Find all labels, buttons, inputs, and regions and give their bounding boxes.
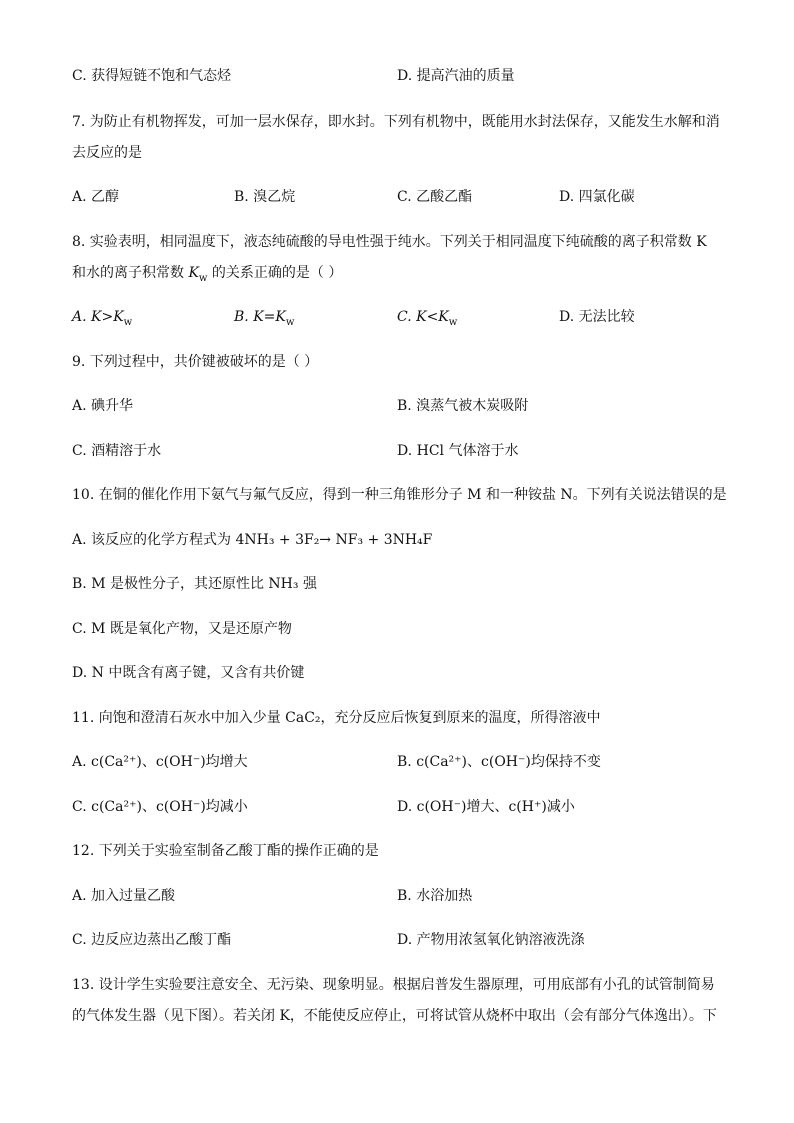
q12-option-b: B. 水浴加热 bbox=[397, 888, 473, 904]
q12-option-c: C. 边反应边蒸出乙酸丁酯 bbox=[72, 932, 232, 948]
q8-option-a: A. $K>K_w$ bbox=[72, 309, 133, 328]
q7-option-d: D. 四氯化碳 bbox=[559, 189, 635, 205]
q8-option-d: D. 无法比较 bbox=[559, 309, 635, 325]
q11-stem: 11. 向饱和澄清石灰水中加入少量 CaC₂，充分反应后恢复到原来的温度，所得溶液中 bbox=[72, 710, 601, 726]
q10-option-c: C. M 既是氧化产物，又是还原产物 bbox=[72, 621, 292, 637]
q10-option-b: B. M 是极性分子，其还原性比 NH₃ 强 bbox=[72, 576, 317, 592]
q12-option-d: D. 产物用浓氢氧化钠溶液洗涤 bbox=[397, 932, 585, 948]
q6-option-d: D. 提高汽油的质量 bbox=[397, 68, 515, 84]
q7-stem-line-1: 7. 为防止有机物挥发，可加一层水保存，即水封。下列有机物中，既能用水封法保存，又能发生水解和消 bbox=[72, 114, 720, 130]
q7-option-c: C. 乙酸乙酯 bbox=[397, 189, 473, 205]
q7-option-b: B. 溴乙烷 bbox=[234, 189, 296, 205]
q8-stem-line-1: 8. 实验表明，相同温度下，液态纯硫酸的导电性强于纯水。下列关于相同温度下纯硫酸的离子积常数 K bbox=[72, 234, 707, 250]
q13-stem-line-1: 13. 设计学生实验要注意安全、无污染、现象明显。根据启普发生器原理，可用底部有小孔的试管制简易 bbox=[72, 977, 715, 993]
q11-option-a: A. c(Ca²⁺)、c(OH⁻)均增大 bbox=[72, 754, 248, 770]
q7-option-a: A. 乙醇 bbox=[72, 189, 120, 205]
q13-stem-line-2: 的气体发生器（见下图）。若关闭 K，不能使反应停止，可将试管从烧杯中取出（会有部分气体逸出）。下 bbox=[72, 1008, 717, 1024]
q6-option-c: C. 获得短链不饱和气态烃 bbox=[72, 68, 232, 84]
q7-stem-line-2: 去反应的是 bbox=[72, 145, 142, 161]
q11-option-d: D. c(OH⁻)增大、c(H⁺)减小 bbox=[397, 799, 575, 815]
q10-stem: 10. 在铜的催化作用下氨气与氟气反应，得到一种三角锥形分子 M 和一种铵盐 N。下列有关说法错误的是 bbox=[72, 487, 727, 503]
q9-option-c: C. 酒精溶于水 bbox=[72, 443, 162, 459]
q8-option-b: B. $K=K_w$ bbox=[234, 309, 295, 328]
q9-option-d: D. HCl 气体溶于水 bbox=[397, 443, 519, 459]
q10-option-a: A. 该反应的化学方程式为 4NH₃ + 3F₂→ NF₃ + 3NH₄F bbox=[72, 532, 433, 548]
q10-option-d: D. N 中既含有离子键，又含有共价键 bbox=[72, 665, 305, 681]
q11-option-b: B. c(Ca²⁺)、c(OH⁻)均保持不变 bbox=[397, 754, 601, 770]
q9-stem: 9. 下列过程中，共价键被破坏的是（ ） bbox=[72, 354, 319, 370]
q9-option-a: A. 碘升华 bbox=[72, 398, 134, 414]
q12-stem: 12. 下列关于实验室制备乙酸丁酯的操作正确的是 bbox=[72, 843, 379, 859]
q8-stem-line-2: 和水的离子积常数 $K_w$ 的关系正确的是（ ） bbox=[72, 265, 343, 284]
q11-option-c: C. c(Ca²⁺)、c(OH⁻)均减小 bbox=[72, 799, 248, 815]
q12-option-a: A. 加入过量乙酸 bbox=[72, 888, 176, 904]
q8-option-c: C. $K<K_w$ bbox=[397, 309, 458, 328]
q9-option-b: B. 溴蒸气被木炭吸附 bbox=[397, 398, 529, 414]
